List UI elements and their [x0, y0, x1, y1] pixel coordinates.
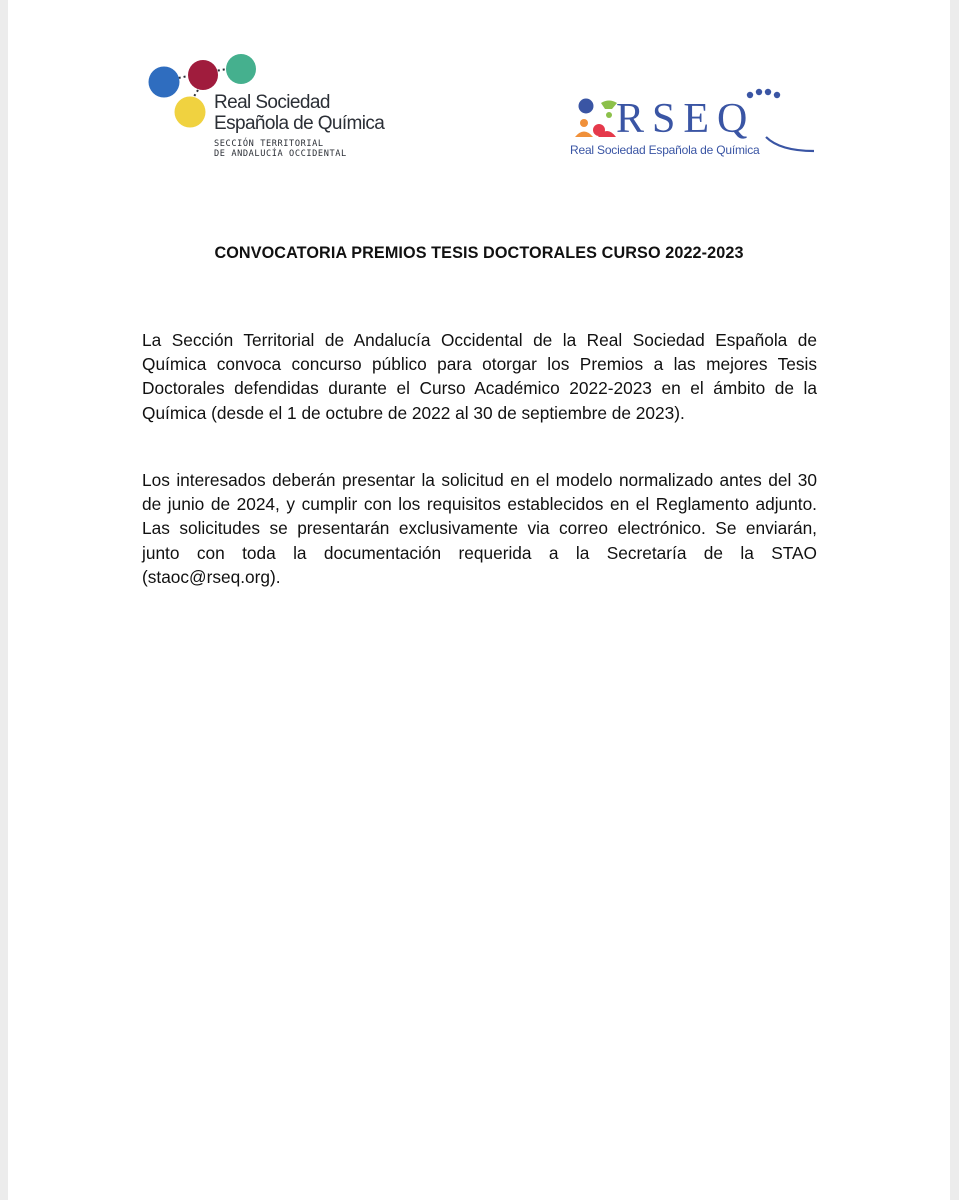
- rseq-andalucia-logo: [140, 50, 390, 165]
- yellow-dot: [175, 97, 206, 128]
- green-dot: [226, 54, 256, 84]
- logo-left-sub-line2: DE ANDALUCÍA OCCIDENTAL: [214, 149, 347, 159]
- document-title: CONVOCATORIA PREMIOS TESIS DOCTORALES CURSO 2022-2023: [214, 244, 744, 262]
- paragraph-2: Los interesados deberán presentar la solicitud en el modelo normalizado antes del 30 de junio de 2024, y cumplir con los requisitos establecidos en el Reglamento adjunto. Las solicitudes se presentarán exclusivamente via correo electrónico. Se enviarán, junto con toda la documentación requerida a la Secretaría de la STAO (staoc@rseq.org).: [142, 470, 817, 587]
- logo-left-name-line1: Real Sociedad: [214, 92, 330, 113]
- paragraph-1: La Sección Territorial de Andalucía Occidental de la Real Sociedad Española de Química convoca concurso público para otorgar los Premios a las mejores Tesis Doctorales defendidas durante el Curso Académico 2022-2023 en el ámbito de la Química (desde el 1 de octubre de 2022 al 30 de septiembre de 2023).: [142, 330, 817, 423]
- logo-left-sub-line1: SECCIÓN TERRITORIAL: [214, 139, 324, 149]
- logo-left-subtitle: [214, 139, 347, 159]
- rseq-letters: RSEQ: [616, 96, 756, 142]
- logo-left-name-line2: Española de Química: [214, 113, 385, 134]
- rseq-logo: [568, 85, 828, 165]
- blue-dot: [149, 67, 180, 98]
- document-page: [8, 0, 950, 1200]
- rseq-logo-name: Real Sociedad Española de Química: [570, 143, 760, 157]
- red-dot: [188, 60, 218, 90]
- logo-left-name: [214, 92, 384, 134]
